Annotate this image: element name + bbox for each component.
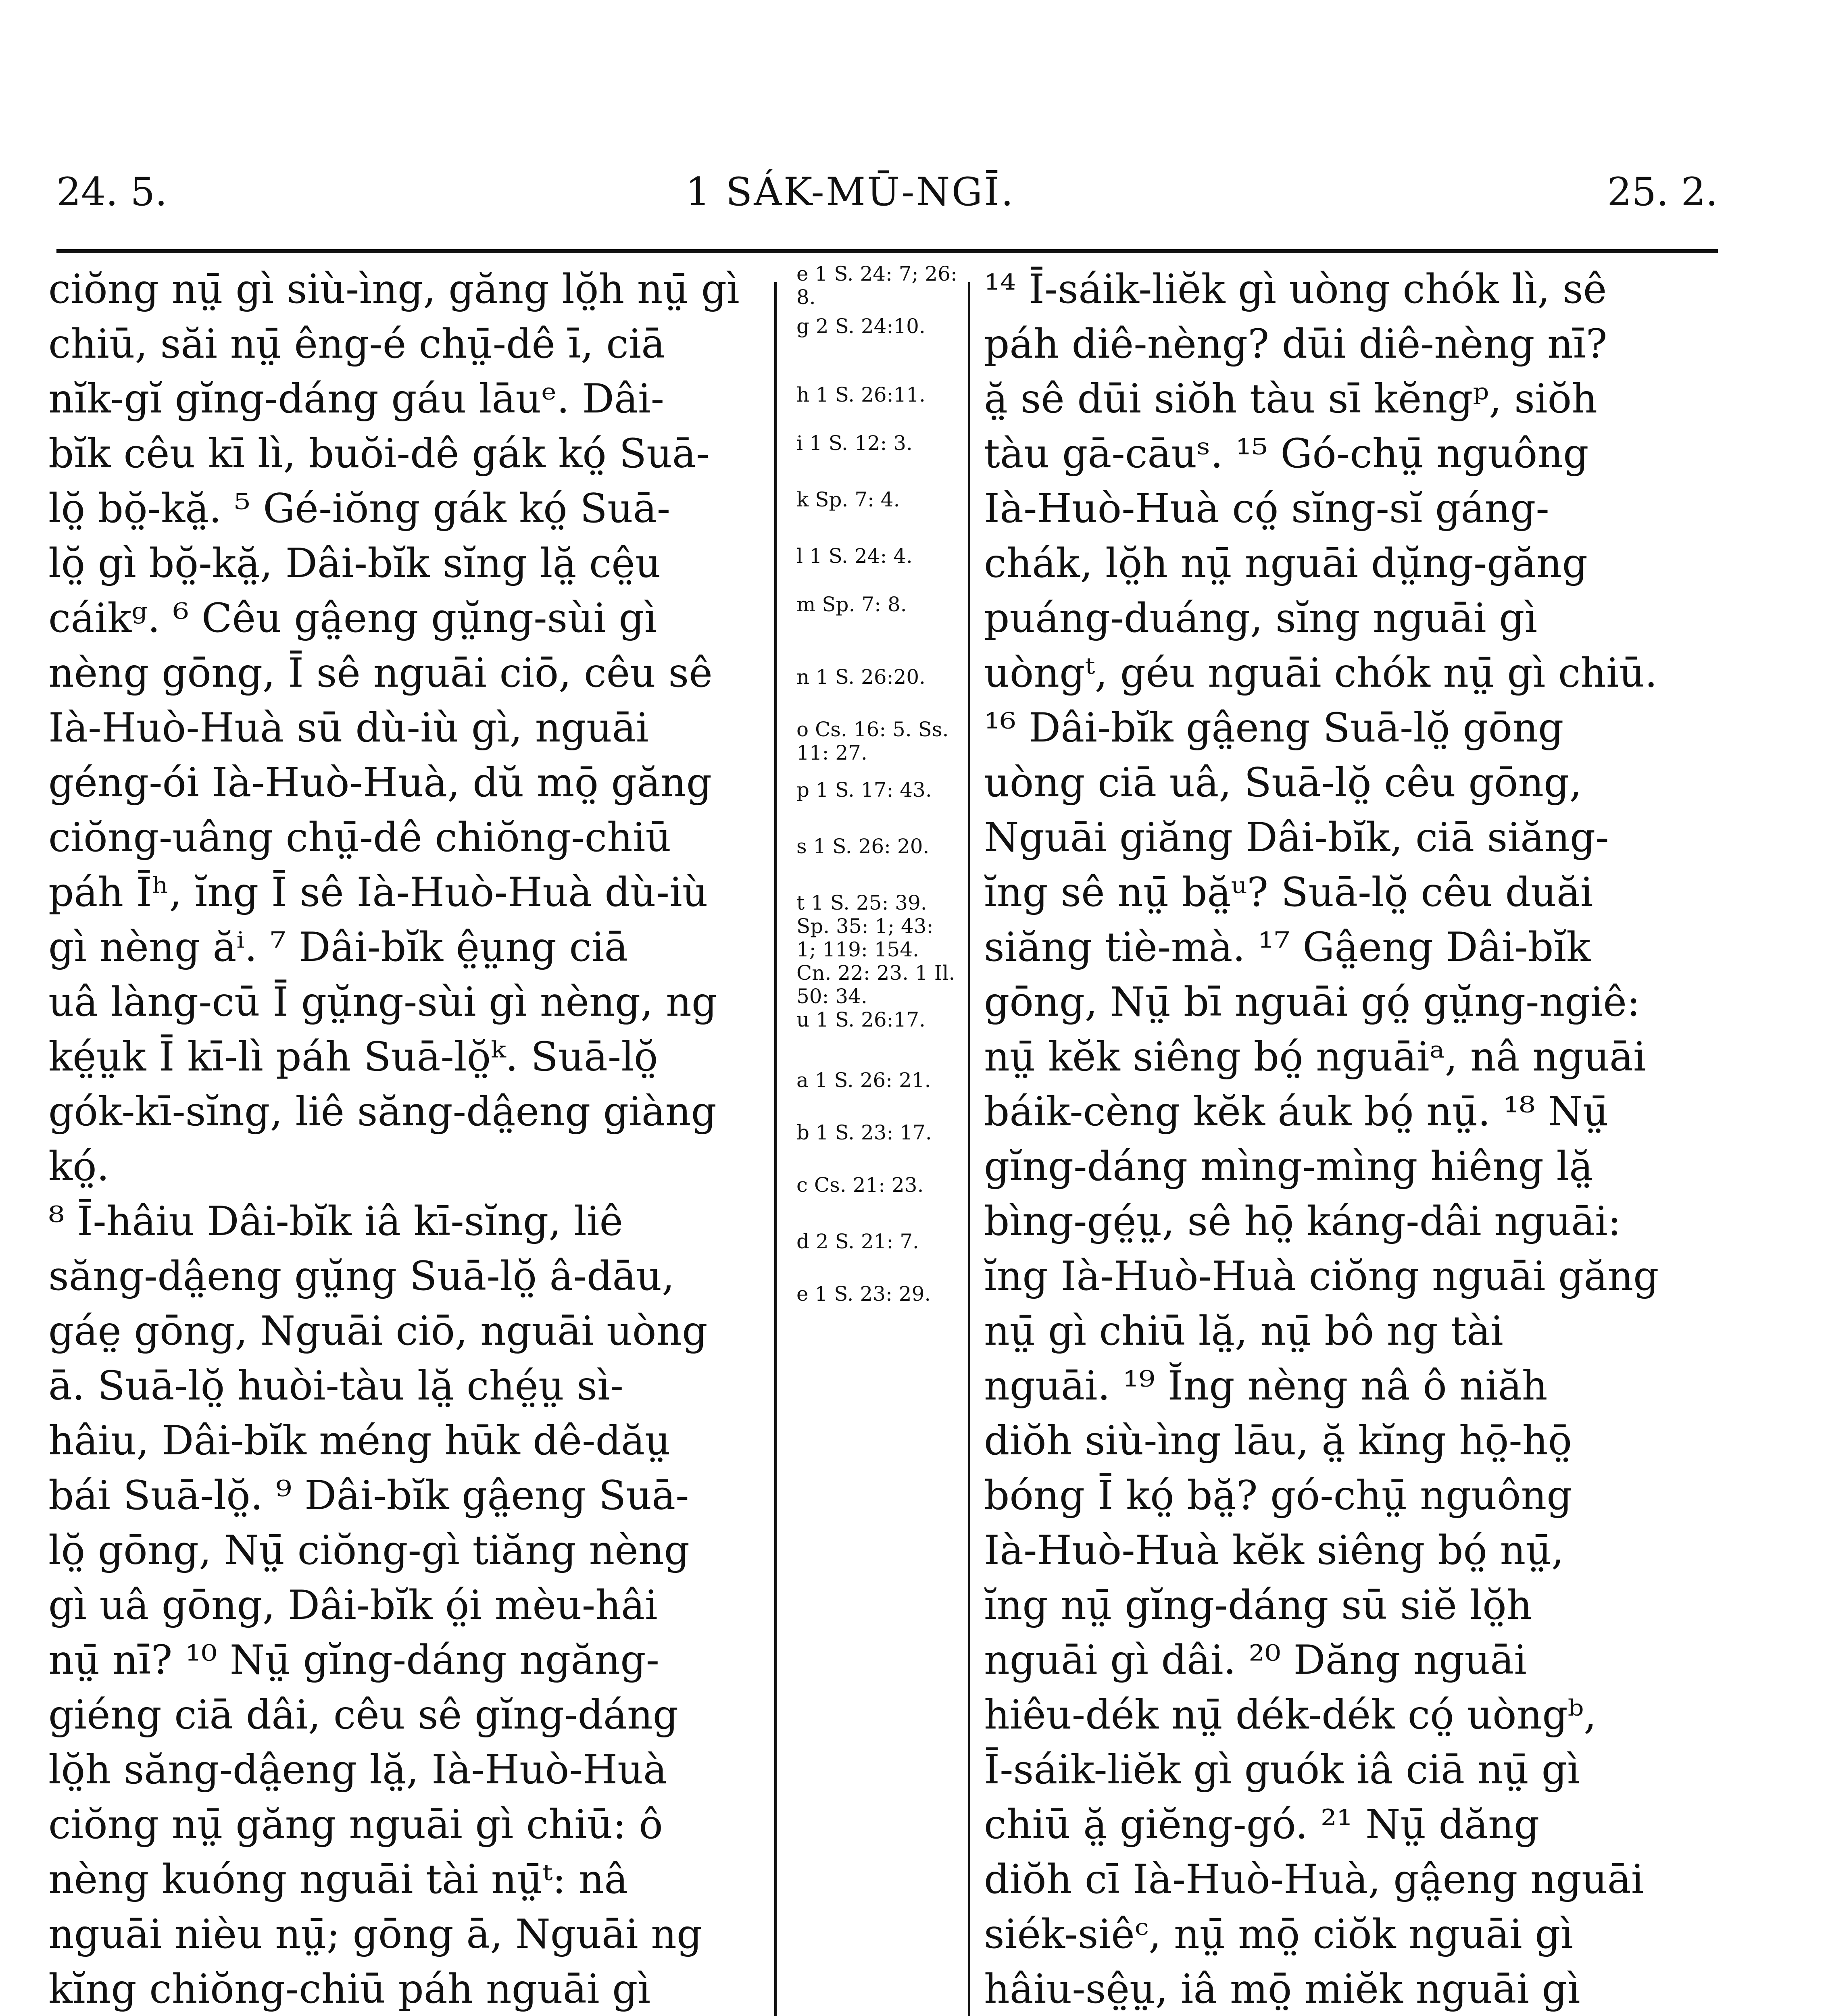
text-line: Ià-Huò-Huà có̤ sĭng-sĭ gáng- [984,485,1549,532]
header-left-reference: 24. 5. [56,169,167,215]
right-text-column [984,262,1710,2016]
cross-reference: a 1 S. 26: 21. [796,1068,931,1092]
text-line: hiêu-dék nṳ̄ dék-dék có̤ uòngᵇ, [984,1692,1597,1738]
cross-reference: h 1 S. 26:11. [796,383,926,406]
text-line: tàu gā-cāuˢ. ¹⁵ Gó-chṳ̄ nguông [984,431,1589,477]
text-line: bái Suā-lŏ̤. ⁹ Dâi-bĭk gâ̤eng Suā- [48,1472,689,1519]
cross-reference: k Sp. 7: 4. [796,488,900,511]
text-line: ¹⁴ Ī-sáik-liĕk gì uòng chók lì, sê [984,266,1607,312]
text-line: lŏ̤ gōng, Nṳ̄ ciŏng-gì tiăng nèng [48,1527,690,1574]
header-book-title: 1 SÁK-MŪ-NGĪ. [686,169,1015,215]
cross-reference: b 1 S. 23: 17. [796,1121,932,1144]
cross-reference: d 2 S. 21: 7. [796,1230,919,1253]
text-line: géng-ói Ià-Huò-Huà, dŭ mō̤ găng [48,760,712,806]
verses-top [984,262,1710,2016]
text-line: Nguāi giăng Dâi-bĭk, ciā siăng- [984,814,1609,861]
cross-reference: e 1 S. 23: 29. [796,1282,931,1306]
text-line: nĭk-gĭ gĭng-dáng gáu lāuᵉ. Dâi- [48,376,665,422]
text-line: ¹⁶ Dâi-bĭk gâ̤eng Suā-lŏ̤ gōng [984,705,1564,751]
text-line: cáikᵍ. ⁶ Cêu gâ̤eng gṳ̆ng-sùi gì [48,595,657,641]
text-line: ĭng Ià-Huò-Huà ciŏng nguāi găng [984,1253,1659,1300]
text-line: diŏh siù-ìng lāu, ă̤ kĭng hō̤-hō̤ [984,1418,1572,1464]
text-line: puáng-duáng, sĭng nguāi gì [984,595,1538,641]
column-divider-right [968,282,970,2016]
text-line: diŏh cī Ià-Huò-Huà, gâ̤eng nguāi [984,1856,1644,1903]
cross-reference: n 1 S. 26:20. [796,665,926,689]
cross-reference: l 1 S. 24: 4. [796,544,913,568]
text-line: lŏ̤ bŏ̤-kă̤. ⁵ Gé-iŏng gák kó̤ Suā- [48,485,671,532]
text-line: siăng tiè-mà. ¹⁷ Gâ̤eng Dâi-bĭk [984,924,1591,971]
text-line: chiū, săi nṳ̄ êng-é chṳ̄-dê ī, ciā [48,321,665,367]
text-line: gì nèng ăⁱ. ⁷ Dâi-bĭk ê̤ṳng ciā [48,924,628,971]
text-line: lŏ̤ gì bŏ̤-kă̤, Dâi-bĭk sĭng lă̤ cê̤u [48,540,661,587]
cross-reference: p 1 S. 17: 43. [796,778,932,802]
text-line: bìng-gé̤ṳ, sê hō̤ káng-dâi nguāi: [984,1198,1622,1245]
text-line: hâiu-sê̤ṳ, iâ mō̤ miĕk nguāi gì [984,1966,1580,2012]
text-line: nguāi gì dâi. ²⁰ Dăng nguāi [984,1637,1527,1683]
text-line: nṳ̄ kĕk siêng bó̤ nguāiᵃ, nâ nguāi [984,1034,1646,1080]
text-line: nèng kuóng nguāi tài nṳ̄ᵗ: nâ [48,1856,628,1903]
text-line: nguāi nièu nṳ̄; gōng ā, Nguāi ng [48,1911,702,1958]
text-line: gĭng-dáng mìng-mìng hiêng lă̤ [984,1143,1593,1190]
text-line: ciŏng nṳ̄ gì siù-ìng, găng lŏ̤h nṳ̄ gì [48,266,740,312]
text-line: Ià-Huò-Huà kĕk siêng bó̤ nṳ̄, [984,1527,1564,1574]
text-line: gók-kī-sĭng, liê săng-dâ̤eng giàng [48,1089,717,1135]
text-line: săng-dâ̤eng gṳ̆ng Suā-lŏ̤ â-dāu, [48,1253,675,1300]
text-line: ké̤ṳk Ī kī-lì páh Suā-lŏ̤ᵏ. Suā-lŏ̤ [48,1034,658,1080]
text-line: ciŏng-uâng chṳ̄-dê chiŏng-chiū [48,814,671,861]
cross-reference: s 1 S. 26: 20. [796,835,930,858]
text-line: bóng Ī kó̤ bă̤? gó-chṳ̄ nguông [984,1472,1572,1519]
cross-reference: i 1 S. 12: 3. [796,431,913,455]
cross-reference: e 1 S. 24: 7; 26: 8. [796,262,957,309]
text-line: nèng gōng, Ī sê nguāi ciō, cêu sê [48,650,713,696]
text-line: siék-siêᶜ, nṳ̄ mō̤ ciŏk nguāi gì [984,1911,1574,1958]
text-line: chiū ă̤ giĕng-gó. ²¹ Nṳ̄ dăng [984,1801,1540,1848]
text-line: kĭng chiŏng-chiū páh nguāi gì [48,1966,651,2012]
cross-reference: c Cs. 21: 23. [796,1173,924,1197]
cross-reference: t 1 S. 25: 39. Sp. 35: 1; 43: 1; 119: 154. Cn. 22: 23. 1 Il. 50: 34. [796,891,955,1008]
text-line: kó̤. [48,1143,110,1190]
text-line: chák, lŏ̤h nṳ̄ nguāi dṳ̆ng-găng [984,540,1588,587]
text-line: gōng, Nṳ̄ bī nguāi gó̤ gṳ̆ng-ngiê: [984,979,1640,1025]
running-header [56,169,1718,234]
text-line: lŏ̤h săng-dâ̤eng lă̤, Ià-Huò-Huà [48,1747,667,1793]
cross-reference: g 2 S. 24:10. [796,314,925,338]
text-line: ciŏng nṳ̄ găng nguāi gì chiū: ô [48,1801,663,1848]
text-line: Ī-sáik-liĕk gì guók iâ ciā nṳ̄ gì [984,1747,1580,1793]
text-line: páh diê-nèng? dūi diê-nèng nī? [984,321,1607,367]
cross-reference: m Sp. 7: 8. [796,593,907,616]
text-line: báik-cèng kĕk áuk bó̤ nṳ̄. ¹⁸ Nṳ̄ [984,1089,1609,1135]
header-rule [56,249,1718,253]
text-line: giéng ciā dâi, cêu sê gĭng-dáng [48,1692,679,1738]
text-line: ā. Suā-lŏ̤ huòi-tàu lă̤ ché̤ṳ sì- [48,1363,624,1409]
text-line: uâ làng-cū Ī gṳ̆ng-sùi gì nèng, ng [48,979,717,1025]
text-line: uòng ciā uâ, Suā-lŏ̤ cêu gōng, [984,760,1582,806]
cross-reference: o Cs. 16: 5. Ss. 11: 27. [796,718,949,764]
text-line: ĭng nṳ̄ gĭng-dáng sū siĕ lŏ̤h [984,1582,1532,1629]
column-divider-left [774,282,777,2016]
text-line: Ià-Huò-Huà sū dù-iù gì, nguāi [48,705,649,751]
header-right-reference: 25. 2. [1607,169,1718,215]
text-line: ĭng sê nṳ̄ bă̤ᵘ? Suā-lŏ̤ cêu duăi [984,869,1593,916]
text-line: ă̤ sê dūi siŏh tàu sī kĕngᵖ, siŏh [984,376,1597,422]
text-line: nṳ̄ nī? ¹⁰ Nṳ̄ gĭng-dáng ngăng- [48,1637,660,1683]
text-line: gì uâ gōng, Dâi-bĭk ó̤i mèu-hâi [48,1582,658,1629]
text-line: bĭk cêu kī lì, buŏi-dê gák kó̤ Suā- [48,431,710,477]
text-line: gáe̤ gōng, Nguāi ciō, nguāi uòng [48,1308,708,1354]
text-line: hâiu, Dâi-bĭk méng hūk dê-dăṳ [48,1418,671,1464]
cross-reference: u 1 S. 26:17. [796,1008,926,1031]
text-line: ⁸ Ī-hâiu Dâi-bĭk iâ kī-sĭng, liê [48,1198,623,1245]
text-line: páh Īʰ, ĭng Ī sê Ià-Huò-Huà dù-iù [48,869,708,916]
text-line: nṳ̄ gì chiū lă̤, nṳ̄ bô ng tài [984,1308,1503,1354]
text-line: nguāi. ¹⁹ Ĭng nèng nâ ô niăh [984,1363,1548,1409]
left-text-column [48,262,758,2016]
text-line: uòngᵗ, géu nguāi chók nṳ̄ gì chiū. [984,650,1657,696]
